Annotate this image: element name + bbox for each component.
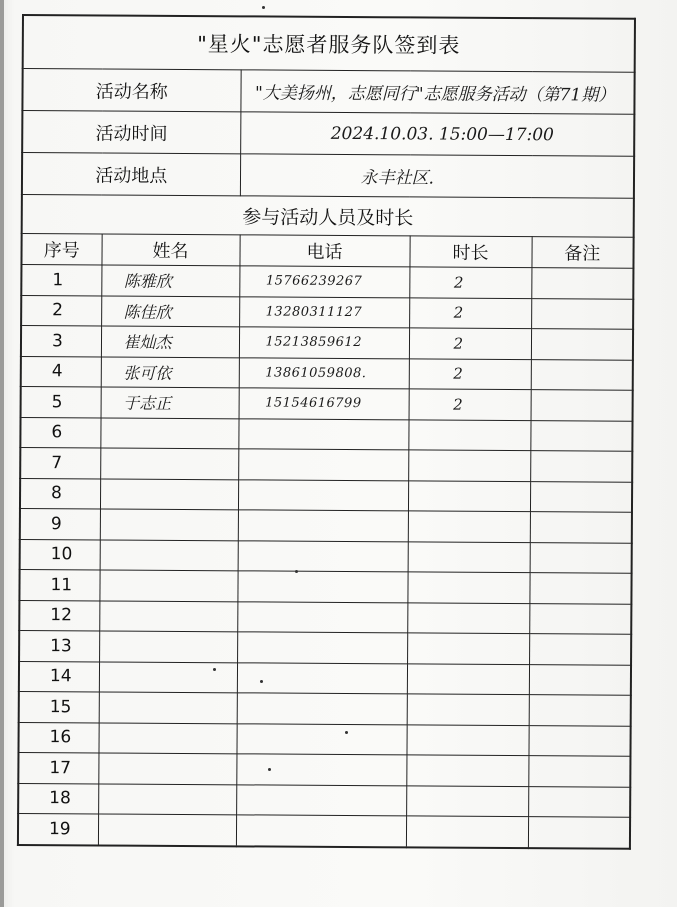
row-phone [237,662,407,694]
row-number: 1 [21,265,101,296]
row-note [529,603,631,634]
row-duration [407,663,529,694]
row-number: 16 [18,722,98,753]
column-header-no: 序号 [21,234,101,265]
sheet-title: "星火"志愿者服务队签到表 [23,15,635,72]
row-name [100,448,238,479]
row-name [100,509,238,540]
table-row [21,356,633,390]
row-number: 5 [21,386,101,417]
row-note [529,634,631,665]
row-note [529,695,631,726]
row-duration [408,480,530,511]
row-note [530,542,632,573]
row-duration [407,694,529,725]
row-name: 于志正 [101,387,239,418]
row-phone: 15154616799 [239,388,409,420]
row-name: 张可依 [101,356,239,387]
row-name [98,753,236,784]
row-duration [406,785,528,816]
row-phone [236,784,406,816]
row-phone [238,418,408,450]
row-phone: 15766239267 [239,266,409,298]
row-name: 陈雅欣 [101,265,239,296]
row-number: 9 [20,508,100,539]
info-row-name [22,69,634,115]
row-number: 6 [20,417,100,448]
row-name [100,478,238,509]
row-number: 7 [20,447,100,478]
row-note [528,786,630,817]
row-phone [238,540,408,572]
row-phone [237,571,407,603]
table-row [21,265,633,299]
column-header-phone: 电话 [239,235,409,267]
activity-location-value: 永丰社区. [240,154,634,198]
row-note [530,512,632,543]
row-duration [407,602,529,633]
row-number: 14 [19,661,99,692]
row-name [99,661,237,692]
column-header-row [21,234,633,269]
row-name [99,600,237,631]
table-row [21,326,633,360]
paper-speck [345,731,348,734]
row-phone [237,693,407,725]
row-phone [238,449,408,481]
row-phone [238,479,408,511]
row-duration [408,419,530,450]
paper-speck [268,768,271,771]
row-number: 13 [19,630,99,661]
page-edge [0,0,4,907]
row-name [98,783,236,814]
table-row [18,722,630,756]
paper-speck [213,668,216,671]
row-number: 2 [21,295,101,326]
row-phone [238,510,408,542]
paper-speck [295,570,298,573]
row-phone [236,754,406,786]
table-row [19,661,631,695]
row-duration: 2 [409,358,531,389]
row-duration: 2 [409,328,531,359]
row-name [98,722,236,753]
row-note [531,329,633,360]
row-note [531,390,633,421]
row-phone: 15213859612 [239,327,409,359]
row-note [530,420,632,451]
table-row [21,295,633,329]
table-row [18,813,630,848]
activity-location-label: 活动地点 [22,153,240,196]
table-row [20,508,632,542]
row-phone [236,723,406,755]
row-number: 10 [20,539,100,570]
column-header-note: 备注 [531,237,633,269]
activity-name-label: 活动名称 [22,69,240,112]
activity-name-value: "大美扬州，志愿同行"志愿服务活动（第71期） [240,70,634,114]
row-duration: 2 [409,267,531,298]
row-number: 17 [18,752,98,783]
row-note [531,359,633,390]
table-row [19,630,631,664]
row-name [99,570,237,601]
row-number: 11 [19,569,99,600]
row-phone [237,632,407,664]
table-row [18,752,630,786]
row-duration [406,816,528,848]
row-name [99,631,237,662]
row-duration: 2 [409,297,531,328]
row-note [528,756,630,787]
row-phone [236,815,406,847]
row-phone: 13861059808. [239,357,409,389]
row-note [529,664,631,695]
sign-in-table [17,14,636,849]
row-number: 15 [19,691,99,722]
row-note [531,268,633,299]
row-number: 8 [20,478,100,509]
info-row-location [22,153,634,199]
row-phone [237,601,407,633]
table-row [20,478,632,512]
row-note [530,451,632,482]
sign-in-sheet [17,14,654,864]
row-name [100,417,238,448]
row-note [529,573,631,604]
row-duration [408,511,530,542]
column-header-duration: 时长 [409,236,531,268]
row-name: 陈佳欣 [101,295,239,326]
row-duration [406,724,528,755]
row-number: 12 [19,600,99,631]
table-row [20,417,632,451]
table-row [21,386,633,420]
table-row [20,447,632,481]
row-note [531,298,633,329]
paper-speck [260,680,263,683]
info-row-time [22,111,634,157]
row-name [98,814,236,846]
table-row [19,569,631,603]
row-number: 4 [21,356,101,387]
row-duration [407,572,529,603]
section-title: 参与活动人员及时长 [22,195,634,238]
row-name: 崔灿杰 [101,326,239,357]
row-duration [407,633,529,664]
row-duration [406,755,528,786]
table-row [19,691,631,725]
row-phone: 13280311127 [239,296,409,328]
row-number: 3 [21,326,101,357]
activity-time-label: 活动时间 [22,111,240,154]
table-row [19,600,631,634]
paper-speck [262,6,265,9]
row-name [99,692,237,723]
row-duration: 2 [409,389,531,420]
row-number: 19 [18,813,98,844]
row-note [528,817,630,849]
row-number: 18 [18,783,98,814]
column-header-name: 姓名 [101,234,239,266]
row-note [528,725,630,756]
row-duration [408,541,530,572]
activity-time-value: 2024.10.03. 15:00—17:00 [240,112,634,156]
table-row [20,539,632,573]
row-name [100,539,238,570]
row-duration [408,450,530,481]
row-note [530,481,632,512]
table-row [18,783,630,817]
